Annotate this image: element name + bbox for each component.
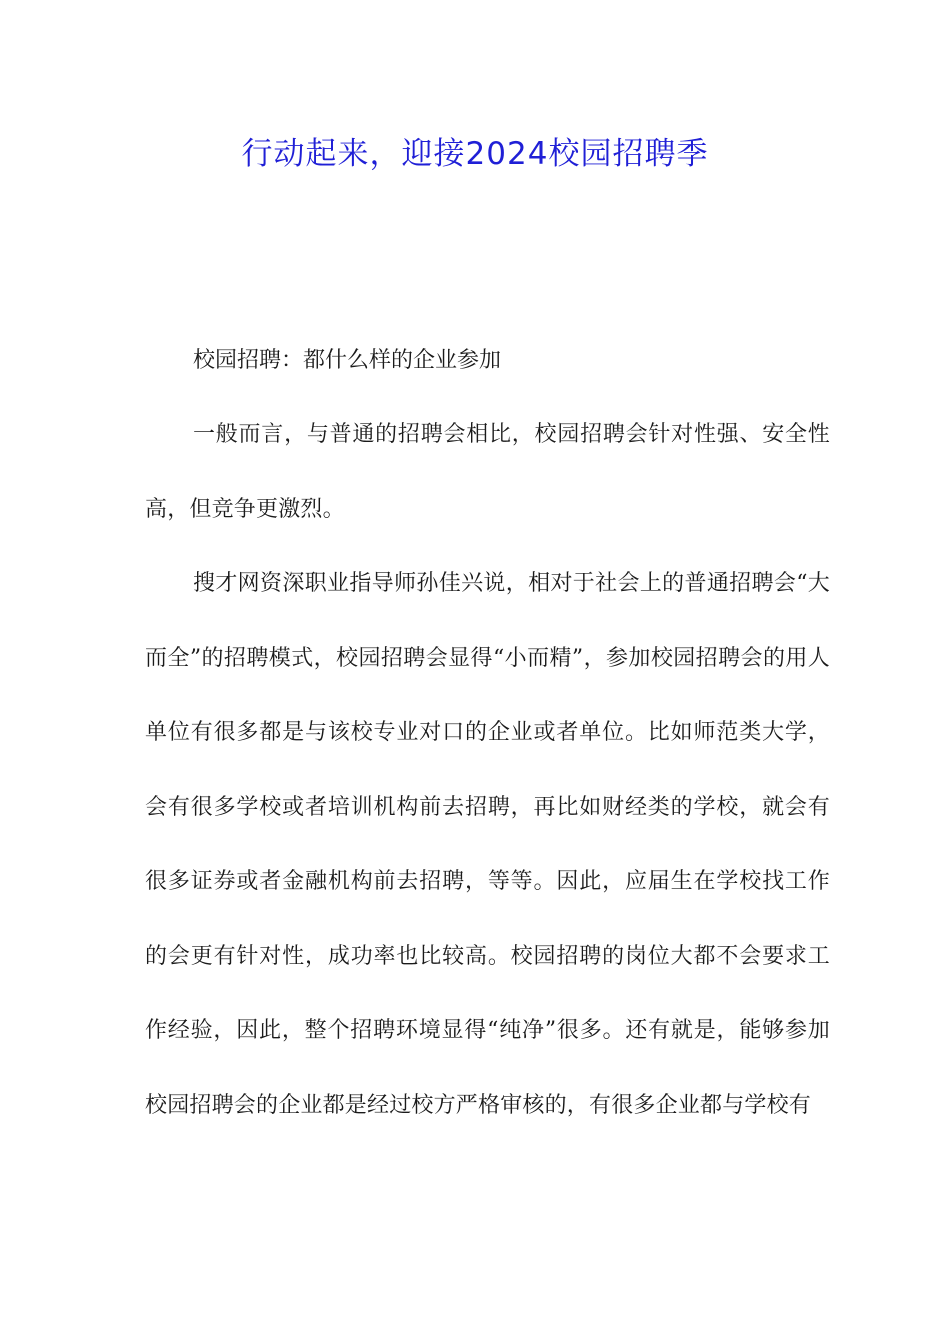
document-title: 行动起来，迎接2024校园招聘季 bbox=[241, 136, 709, 172]
document-body bbox=[145, 334, 830, 1143]
body-paragraph-1: 一般而言，与普通的招聘会相比，校园招聘会针对性强、安全性高，但竞争更激烈。 bbox=[145, 422, 830, 522]
section-heading: 校园招聘：都什么样的企业参加 bbox=[193, 348, 502, 373]
body-paragraph-2: 搜才网资深职业指导师孙佳兴说，相对于社会上的普通招聘会“大而全”的招聘模式，校园招聘会显得“小而精”，参加校园招聘会的用人单位有很多都是与该校专业对口的企业或者单位。比如师范类大学，会有很多学校或者培训机构前去招聘，再比如财经类的学校，就会有很多证券或者金融机构前去招聘，等等。因此，应届生在学校找工作的会更有针对性，成功率也比较高。校园招聘的岗位大都不会要求工作经验，因此，整个招聘环境显得“纯净”很多。还有就是，能够参加校园招聘会的企业都是经过校方严格审核的，有很多企业都与学校有 bbox=[145, 571, 830, 1118]
